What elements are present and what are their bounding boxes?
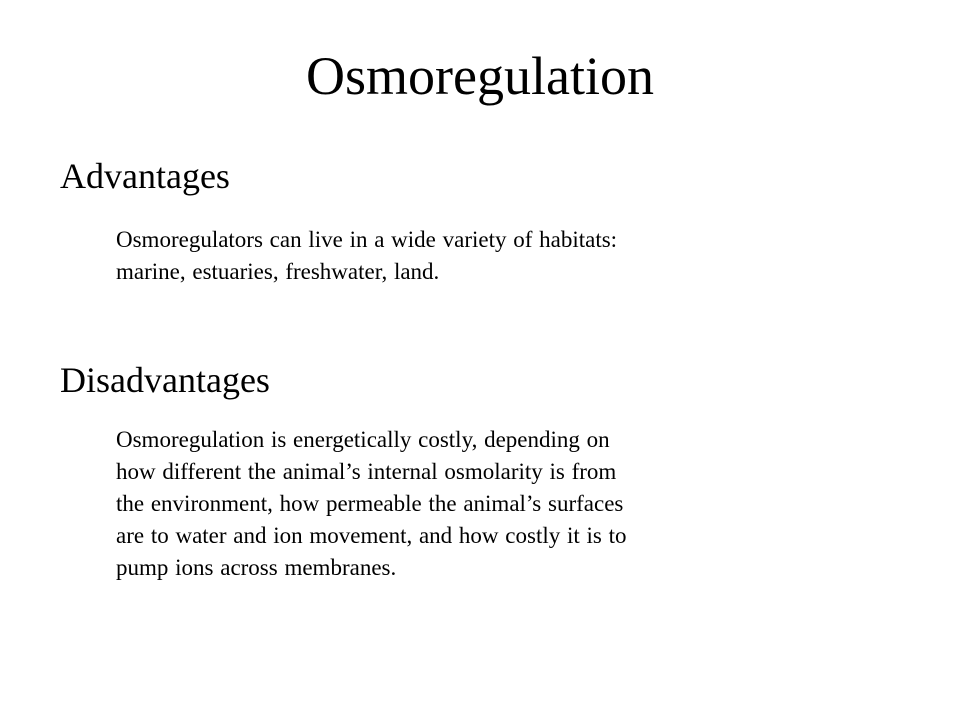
disadvantages-heading: Disadvantages	[60, 360, 270, 400]
disadvantages-body: Osmoregulation is energetically costly, depending on how different the animal’s internal osmolarity is from the environment, how permeable the animal’s surfaces are to water and ion movement, and how costly it is to pump ions across membranes.	[116, 427, 627, 580]
advantages-heading: Advantages	[60, 156, 230, 196]
advantages-body: Osmoregulators can live in a wide variety of habitats: marine, estuaries, freshwater, land.	[116, 227, 618, 284]
slide-title: Osmoregulation	[306, 46, 654, 106]
